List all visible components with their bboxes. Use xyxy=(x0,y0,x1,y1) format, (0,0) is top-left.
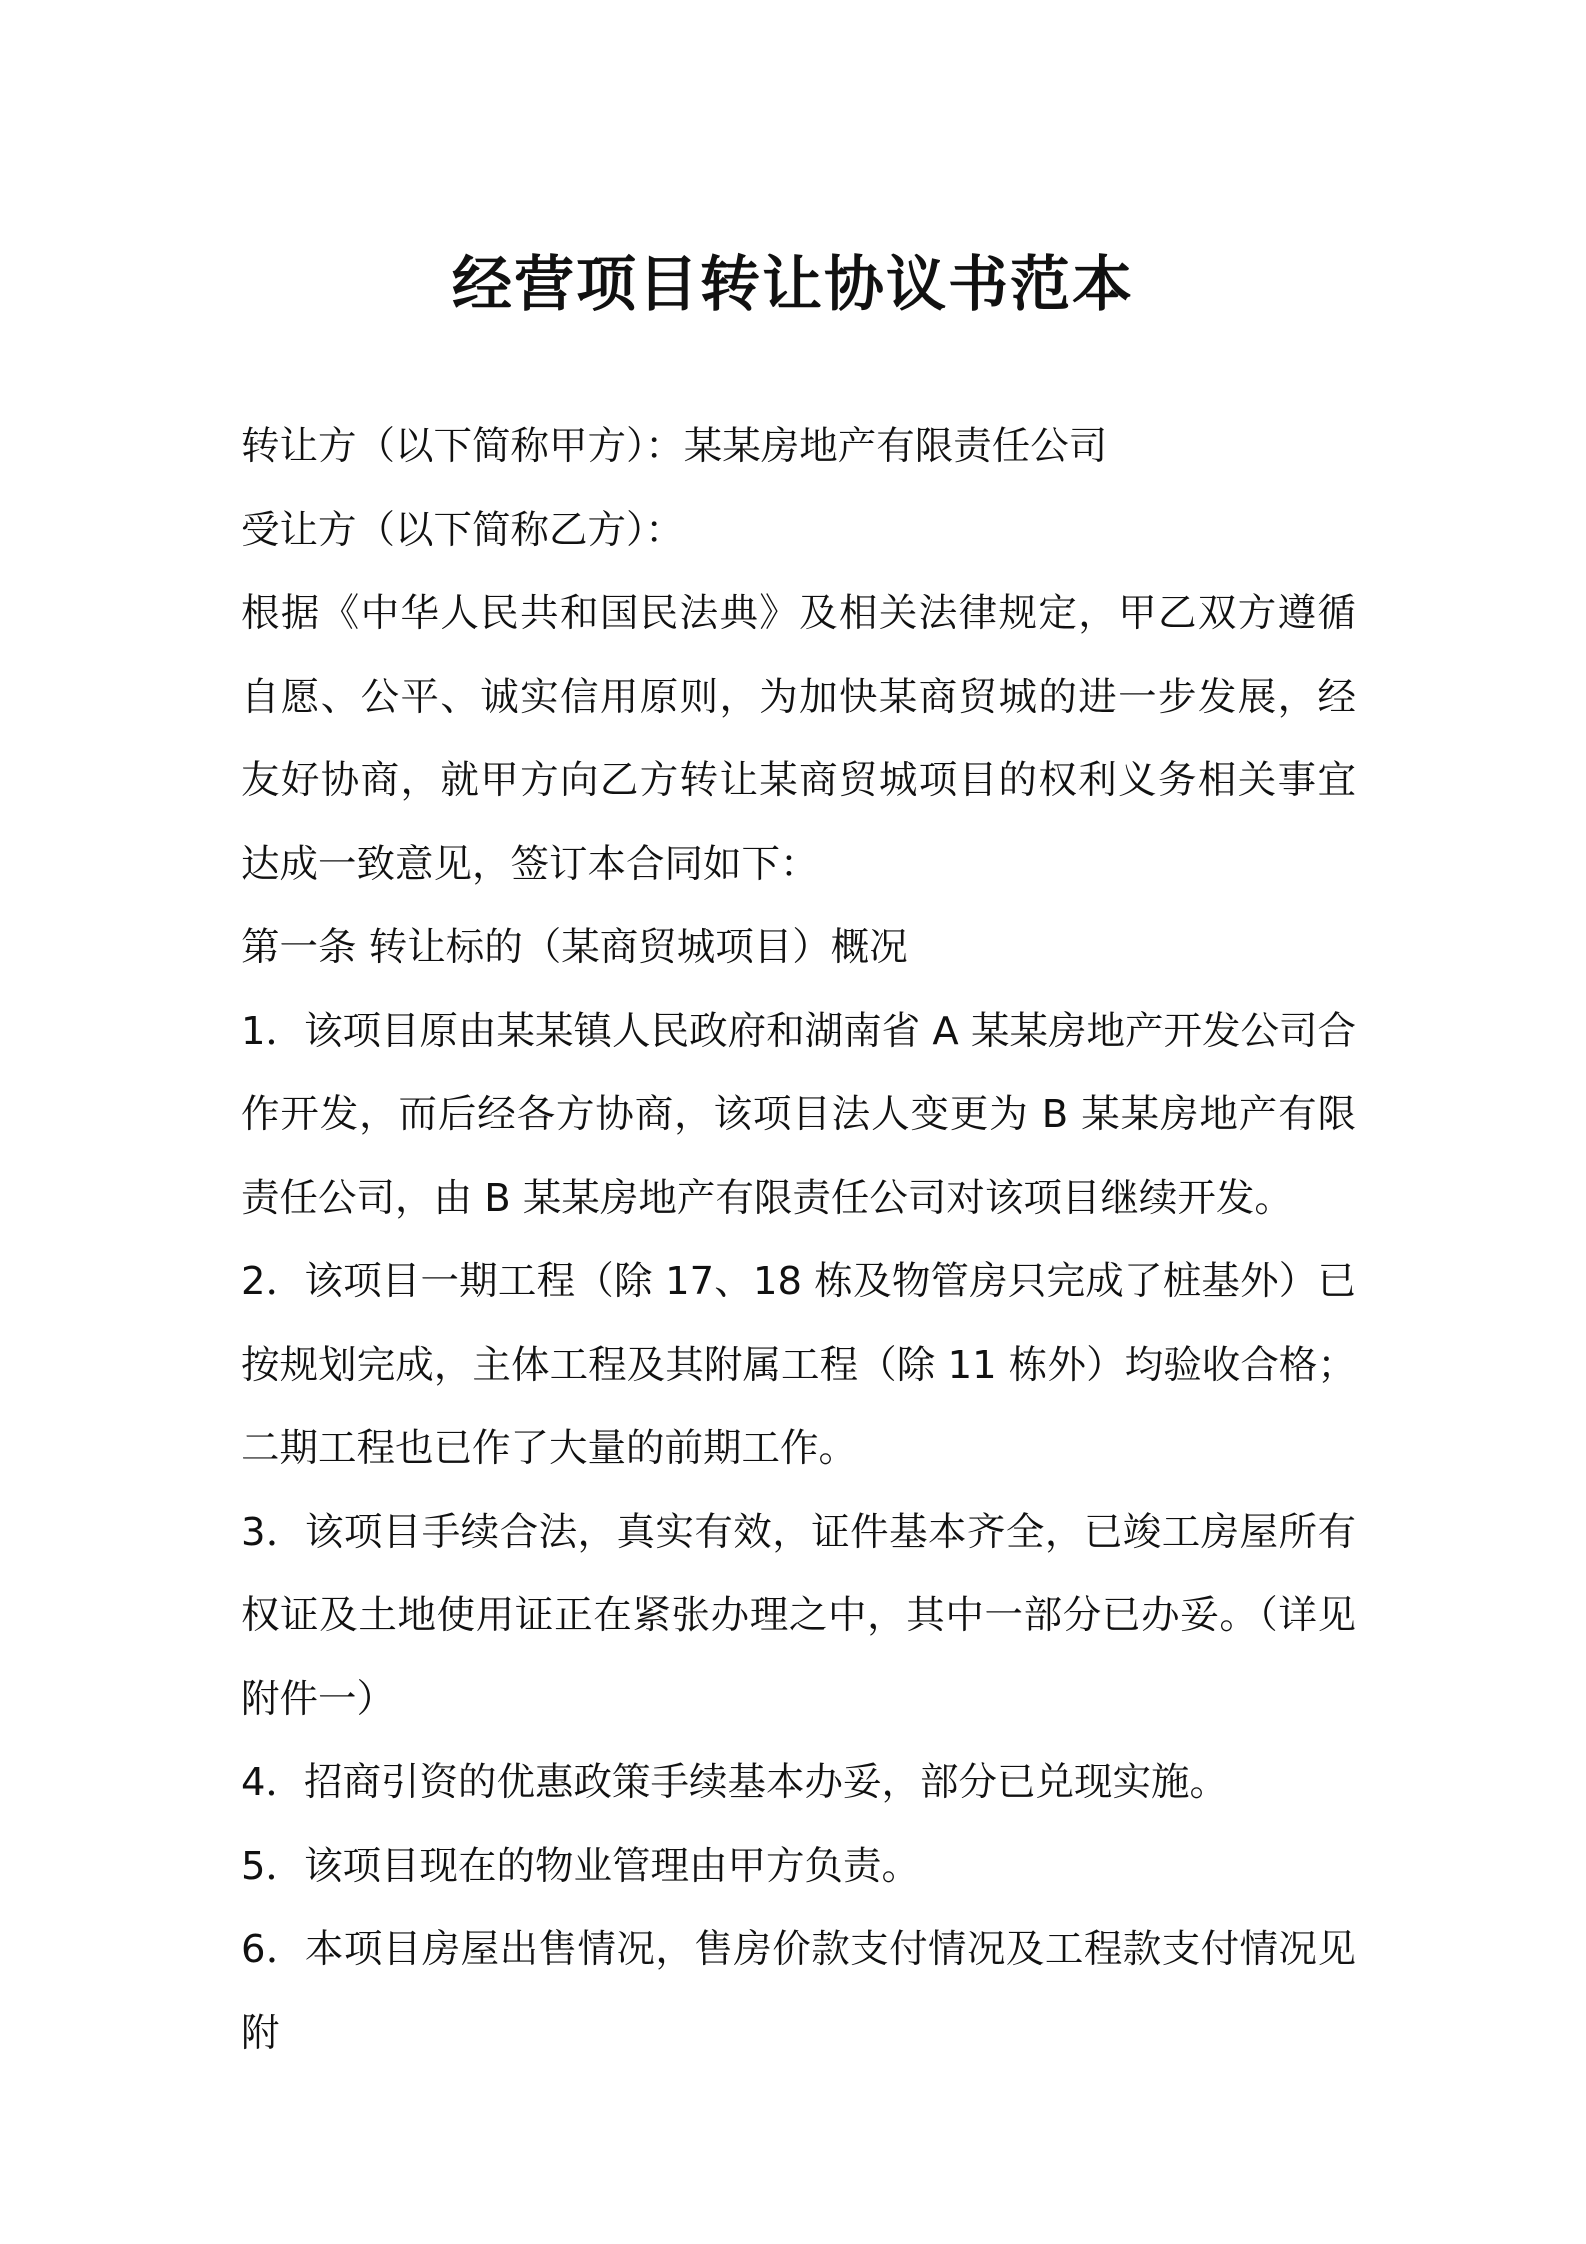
party-transferor: 转让方（以下简称甲方）：某某房地产有限责任公司 xyxy=(241,424,1108,469)
clause-item: 6．本项目房屋出售情况，售房价款支付情况及工程款支付情况见附 xyxy=(241,1927,1356,2056)
article-heading: 第一条 转让标的（某商贸城项目）概况 xyxy=(241,925,908,970)
document-body xyxy=(241,405,1356,2075)
clause-item: 2．该项目一期工程（除 17、18 栋及物管房只完成了桩基外）已按规划完成，主体工程及其附属工程（除 11 栋外）均验收合格；二期工程也已作了大量的前期工作。 xyxy=(241,1259,1356,1471)
clause-item: 5．该项目现在的物业管理由甲方负责。 xyxy=(241,1843,920,1889)
document-title: 经营项目转让协议书范本 xyxy=(452,250,1134,321)
clause-item: 1．该项目原由某某镇人民政府和湖南省 A 某某房地产开发公司合作开发，而后经各方协商，该项目法人变更为 B 某某房地产有限责任公司，由 B 某某房地产有限责任公司对该项目继续开发。 xyxy=(241,1008,1356,1221)
party-transferee: 受让方（以下简称乙方）： xyxy=(241,507,684,553)
clause-item: 3．该项目手续合法，真实有效，证件基本齐全，已竣工房屋所有权证及土地使用证正在紧张办理之中，其中一部分已办妥。（详见附件一） xyxy=(241,1509,1356,1722)
preamble-paragraph: 根据《中华人民共和国民法典》及相关法律规定，甲乙双方遵循自愿、公平、诚实信用原则，为加快某商贸城的进一步发展，经友好协商，就甲方向乙方转让某商贸城项目的权利义务相关事宜达成一致意见，签订本合同如下： xyxy=(241,591,1356,887)
clause-item: 4．招商引资的优惠政策手续基本办妥，部分已兑现实施。 xyxy=(241,1760,1228,1805)
